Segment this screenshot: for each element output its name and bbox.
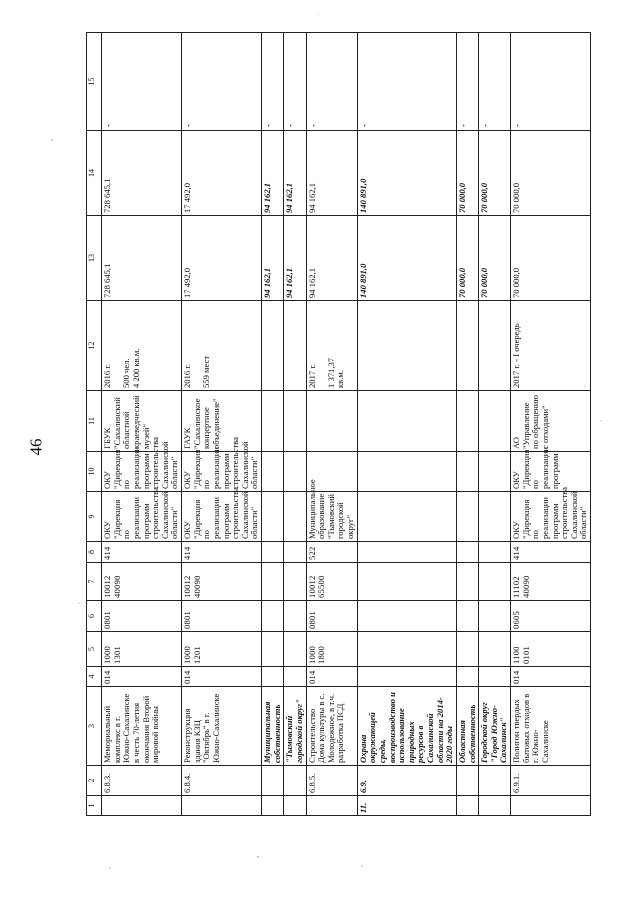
cell-col-8: 414 — [102, 542, 182, 563]
cell-col-15: - — [511, 33, 591, 131]
cell-col-1 — [306, 796, 357, 816]
cell-col-8 — [479, 542, 511, 563]
cell-col-10 — [262, 452, 284, 492]
cell-col-7 — [262, 563, 284, 601]
cell-col-11 — [284, 391, 306, 452]
cell-col-11 — [479, 391, 511, 452]
cell-col-2 — [479, 766, 511, 796]
col-header: 11 — [87, 391, 102, 452]
cell-col-12 — [479, 301, 511, 391]
cell-col-13: 94 162,1 — [306, 216, 357, 301]
cell-col-13: 70 000,0 — [479, 216, 511, 301]
cell-col-4 — [284, 667, 306, 687]
cell-col-5 — [284, 632, 306, 667]
cell-col-4: 014 — [182, 667, 262, 687]
cell-col-15: - — [182, 33, 262, 131]
cell-col-5 — [456, 632, 478, 667]
cell-col-12 — [357, 301, 456, 391]
cell-col-2 — [284, 766, 306, 796]
cell-col-12: 2016 г. 500 чел. 4 200 кв.м. — [102, 301, 182, 391]
col-header: 10 — [87, 452, 102, 492]
table-row — [306, 33, 357, 816]
cell-col-5: 1000 1201 — [182, 632, 262, 667]
cell-col-5: 1100 0101 — [511, 632, 591, 667]
cell-col-11: АО "Управление по обращению с отходами" — [511, 391, 591, 452]
cell-col-13: 94 162,1 — [262, 216, 284, 301]
cell-col-2: 6.9. — [357, 766, 456, 796]
cell-col-10 — [479, 452, 511, 492]
table-row — [102, 33, 182, 816]
cell-col-10 — [284, 452, 306, 492]
cell-col-13: 140 891,0 — [357, 216, 456, 301]
cell-col-2 — [456, 766, 478, 796]
cell-col-1 — [456, 796, 478, 816]
cell-col-9 — [479, 492, 511, 542]
cell-col-3: Строительство Дома культуры в с. Молодежное, в т.ч. разработка ПСД — [306, 687, 357, 766]
cell-col-13: 17 492,0 — [182, 216, 262, 301]
col-header: 6 — [87, 601, 102, 632]
cell-col-11: ГАУК "Сахалинское концертное объединение" — [182, 391, 262, 452]
cell-col-6: 0801 — [182, 601, 262, 632]
col-header: 15 — [87, 33, 102, 131]
cell-col-5: 1000 1800 — [306, 632, 357, 667]
cell-col-6: 0801 — [306, 601, 357, 632]
cell-col-4 — [262, 667, 284, 687]
cell-col-14: 140 891,0 — [357, 131, 456, 216]
table-row — [262, 33, 284, 816]
cell-col-6: 0605 — [511, 601, 591, 632]
cell-col-9: ОКУ "Дирекция по реализации программ строительства Сахалинской области" — [182, 492, 262, 542]
cell-col-9: ОКУ "Дирекция по реализации программ строительства Сахалинской области" — [102, 492, 182, 542]
cell-col-14: 94 162,1 — [306, 131, 357, 216]
cell-col-15: - — [102, 33, 182, 131]
table-row — [511, 33, 591, 816]
cell-col-1 — [182, 796, 262, 816]
cell-col-3: "Тымовский городской округ" — [284, 687, 306, 766]
cell-col-15: - — [262, 33, 284, 131]
cell-col-10: ОКУ "Дирекция по реализации программ строительства Сахалинской области" — [102, 452, 182, 492]
cell-col-9 — [357, 492, 456, 542]
cell-col-3: Мемориальный комплекс в г. Южно-Сахалинске в честь 70-летия окончания Второй мировой войны — [102, 687, 182, 766]
cell-col-5 — [357, 632, 456, 667]
cell-col-11 — [262, 391, 284, 452]
cell-col-10: ОКУ "Дирекция по реализации программ — [511, 452, 591, 492]
col-header: 1 — [87, 796, 102, 816]
cell-col-5 — [479, 632, 511, 667]
cell-col-5: 1000 1301 — [102, 632, 182, 667]
col-header: 9 — [87, 492, 102, 542]
cell-col-6 — [262, 601, 284, 632]
cell-col-8 — [262, 542, 284, 563]
col-header: 14 — [87, 131, 102, 216]
cell-col-2: 6.8.3. — [102, 766, 182, 796]
cell-col-4: 014 — [511, 667, 591, 687]
cell-col-10 — [456, 452, 478, 492]
col-header: 12 — [87, 301, 102, 391]
col-header: 2 — [87, 766, 102, 796]
table-row — [284, 33, 306, 816]
cell-col-7: 10012 40090 — [102, 563, 182, 601]
cell-col-7 — [284, 563, 306, 601]
cell-col-1 — [479, 796, 511, 816]
cell-col-12 — [262, 301, 284, 391]
cell-col-9 — [456, 492, 478, 542]
cell-col-3: Муниципальная собственность — [262, 687, 284, 766]
cell-col-4 — [479, 667, 511, 687]
cell-col-6 — [284, 601, 306, 632]
cell-col-8 — [357, 542, 456, 563]
col-header: 13 — [87, 216, 102, 301]
page-number: 46 — [26, 438, 46, 456]
cell-col-2: 6.9.1. — [511, 766, 591, 796]
col-header: 5 — [87, 632, 102, 667]
cell-col-3: Городской округ "Город Южно-Сахалинск" — [479, 687, 511, 766]
cell-col-12: 2017 г. - I очередь — [511, 301, 591, 391]
cell-col-15: - — [357, 33, 456, 131]
cell-col-4 — [357, 667, 456, 687]
cell-col-6 — [479, 601, 511, 632]
table-row — [479, 33, 511, 816]
table-row — [357, 33, 456, 816]
cell-col-13: 70 000,0 — [511, 216, 591, 301]
cell-col-12: 2017 г. 1 371,37 кв.м. — [306, 301, 357, 391]
cell-col-11 — [306, 391, 357, 452]
cell-col-12 — [456, 301, 478, 391]
cell-col-7: 11102 40090 — [511, 563, 591, 601]
cell-col-3: Реконструкция здания КЗЦ "Октябрь" в г. Южно-Сахалинске — [182, 687, 262, 766]
cell-col-9 — [284, 492, 306, 542]
header-row — [87, 33, 102, 816]
cell-col-11 — [357, 391, 456, 452]
cell-col-4 — [456, 667, 478, 687]
cell-col-8: 414 — [182, 542, 262, 563]
cell-col-14: 70 000,0 — [479, 131, 511, 216]
col-header: 4 — [87, 667, 102, 687]
cell-col-8: 414 — [511, 542, 591, 563]
rotated-table-frame — [86, 33, 589, 816]
col-header: 8 — [87, 542, 102, 563]
cell-col-13: 70 000,0 — [456, 216, 478, 301]
col-header: 7 — [87, 563, 102, 601]
cell-col-7 — [456, 563, 478, 601]
cell-col-6 — [357, 601, 456, 632]
cell-col-15: - — [306, 33, 357, 131]
cell-col-15: - — [456, 33, 478, 131]
cell-col-1 — [511, 796, 591, 816]
cell-col-11: ГБУК "Сахалинский областной краеведческий музей" — [102, 391, 182, 452]
cell-col-8 — [284, 542, 306, 563]
cell-col-7 — [479, 563, 511, 601]
cell-col-14: 17 492,0 — [182, 131, 262, 216]
cell-col-10 — [357, 452, 456, 492]
col-header: 3 — [87, 687, 102, 766]
cell-col-7 — [357, 563, 456, 601]
cell-col-13: 94 162,1 — [284, 216, 306, 301]
cell-col-9 — [262, 492, 284, 542]
table-row — [456, 33, 478, 816]
cell-col-3: Областная собственность — [456, 687, 478, 766]
cell-col-9: ОКУ "Дирекция по реализации программ строительства Сахалинской области" — [511, 492, 591, 542]
cell-col-4: 014 — [306, 667, 357, 687]
cell-col-11 — [456, 391, 478, 452]
cell-col-15: - — [284, 33, 306, 131]
cell-col-7: 10012 40090 — [182, 563, 262, 601]
table-row — [182, 33, 262, 816]
cell-col-8 — [456, 542, 478, 563]
cell-col-10: ОКУ "Дирекция по реализации программ строительства Сахалинской области" — [182, 452, 262, 492]
cell-col-1: 11. — [357, 796, 456, 816]
cell-col-5 — [262, 632, 284, 667]
capital-construction-table — [86, 32, 591, 816]
cell-col-15: - — [479, 33, 511, 131]
cell-col-14: 70 000,0 — [511, 131, 591, 216]
cell-col-6: 0801 — [102, 601, 182, 632]
cell-col-2 — [262, 766, 284, 796]
cell-col-14: 94 162,1 — [284, 131, 306, 216]
cell-col-2: 6.8.4. — [182, 766, 262, 796]
cell-col-4: 014 — [102, 667, 182, 687]
cell-col-9: Муниципальное образование "Тымовский городской округ" — [306, 492, 357, 542]
cell-col-6 — [456, 601, 478, 632]
cell-col-13: 728 645,1 — [102, 216, 182, 301]
cell-col-1 — [284, 796, 306, 816]
cell-col-8: 522 — [306, 542, 357, 563]
cell-col-12 — [284, 301, 306, 391]
cell-col-1 — [262, 796, 284, 816]
cell-col-1 — [102, 796, 182, 816]
cell-col-14: 728 645,1 — [102, 131, 182, 216]
cell-col-14: 70 000,0 — [456, 131, 478, 216]
cell-col-2: 6.8.5. — [306, 766, 357, 796]
cell-col-7: 10012 65500 — [306, 563, 357, 601]
cell-col-14: 94 162,1 — [262, 131, 284, 216]
cell-col-3: Полигон твердых бытовых отходов в г. Южно-Сахалинске — [511, 687, 591, 766]
cell-col-12: 2016 г. 559 мест — [182, 301, 262, 391]
table-sheet — [86, 33, 589, 816]
cell-col-3: Охрана окружающей среды, воспроизводство и использование природных ресурсов в Сахалинской области на 2014-2020 годы — [357, 687, 456, 766]
